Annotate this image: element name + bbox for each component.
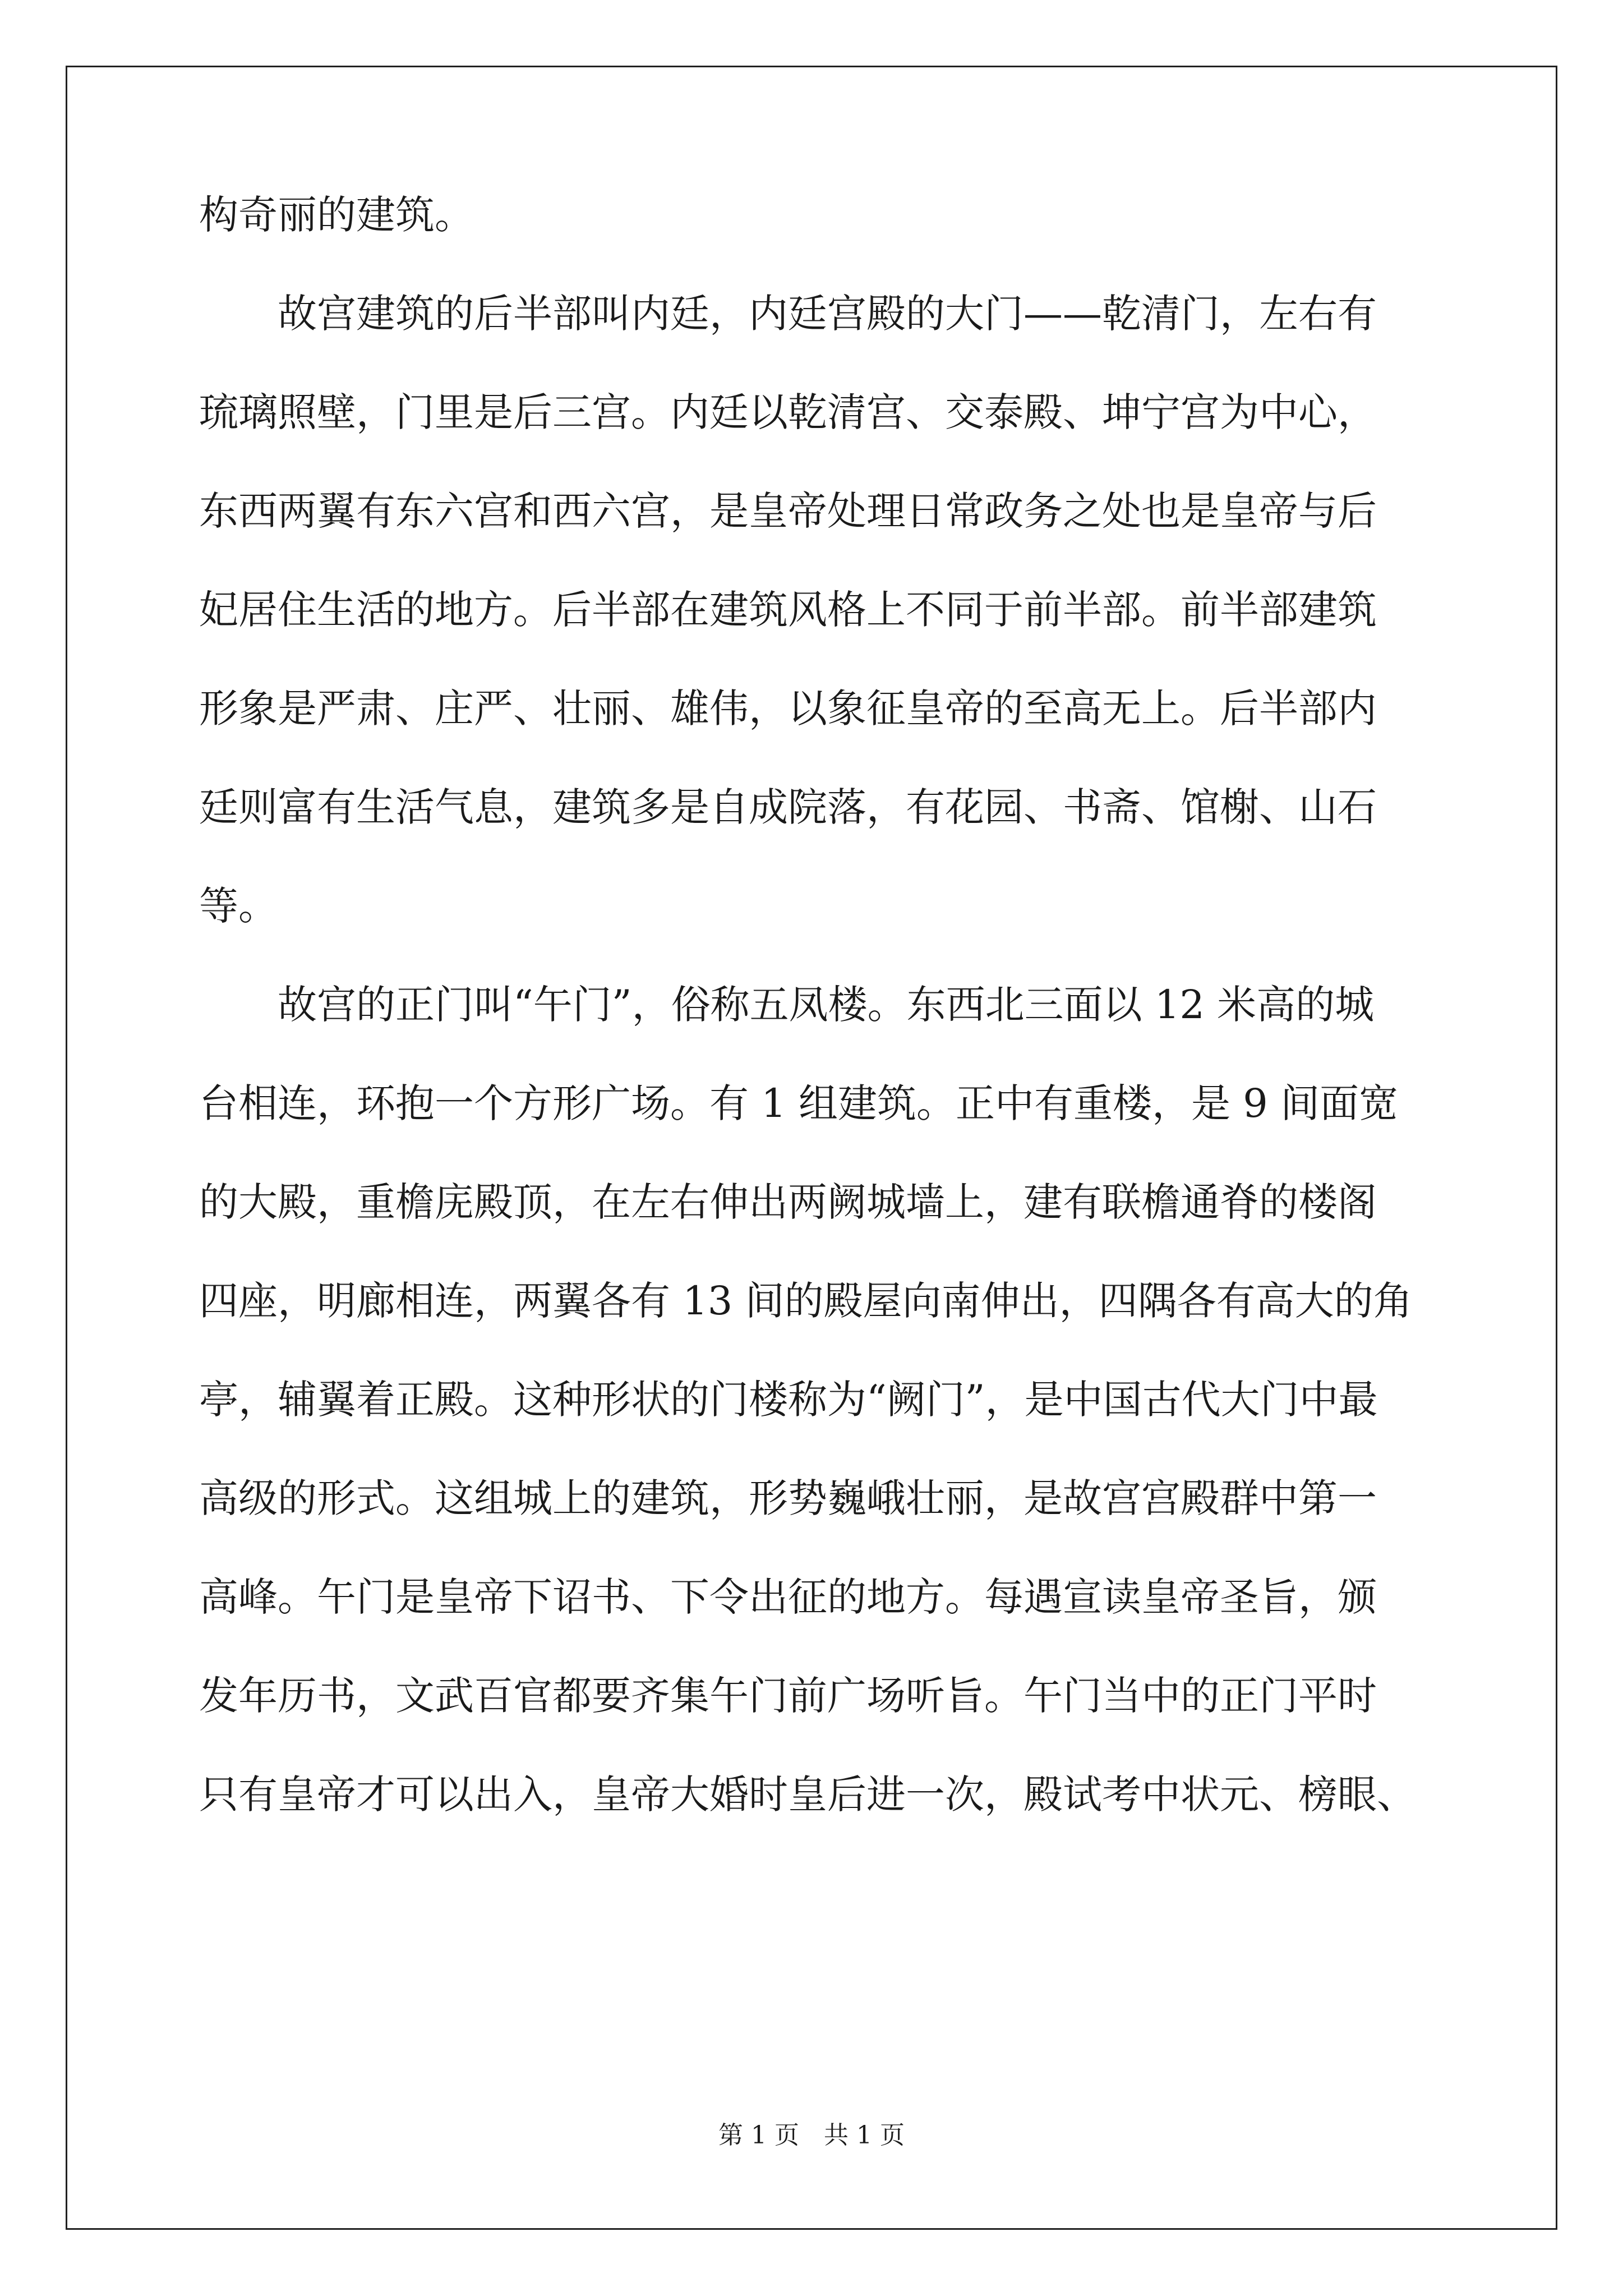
text-line: 的大殿，重檐庑殿顶，在左右伸出两阙城墙上，建有联檐通脊的楼阁 <box>199 1179 1377 1225</box>
text-line: 只有皇帝才可以出入，皇帝大婚时皇后进一次，殿试考中状元、榜眼、 <box>199 1772 1416 1818</box>
text-line: 亭，辅翼着正殿。这种形状的门楼称为“阙门”，是中国古代大门中最 <box>199 1377 1378 1423</box>
text-line: 形象是严肃、庄严、壮丽、雄伟，以象征皇帝的至高无上。后半部内 <box>199 685 1377 731</box>
text-line: 故宫的正门叫“午门”，俗称五凤楼。东西北三面以 12 米高的城 <box>278 982 1375 1028</box>
text-line: 妃居住生活的地方。后半部在建筑风格上不同于前半部。前半部建筑 <box>199 587 1377 633</box>
page-number-footer: 第 1 页 共 1 页 <box>718 2121 905 2150</box>
text-line: 廷则富有生活气息，建筑多是自成院落，有花园、书斋、馆榭、山石 <box>199 784 1377 830</box>
text-line: 琉璃照壁，门里是后三宫。内廷以乾清宫、交泰殿、坤宁宫为中心， <box>199 389 1377 435</box>
text-line: 构奇丽的建筑。 <box>199 192 474 238</box>
text-line: 故宫建筑的后半部叫内廷，内廷宫殿的大门——乾清门，左右有 <box>278 291 1377 337</box>
text-line: 高级的形式。这组城上的建筑，形势巍峨壮丽，是故宫宫殿群中第一 <box>199 1475 1377 1521</box>
text-line: 台相连，环抱一个方形广场。有 1 组建筑。正中有重楼，是 9 间面宽 <box>199 1080 1399 1126</box>
text-line: 东西两翼有东六宫和西六宫，是皇帝处理日常政务之处也是皇帝与后 <box>199 488 1377 534</box>
text-line: 发年历书，文武百官都要齐集午门前广场听旨。午门当中的正门平时 <box>199 1673 1377 1719</box>
text-line: 等。 <box>199 883 278 929</box>
text-line: 高峰。午门是皇帝下诏书、下令出征的地方。每遇宣读皇帝圣旨，颁 <box>199 1574 1377 1620</box>
text-line: 四座，明廊相连，两翼各有 13 间的殿屋向南伸出，四隅各有高大的角 <box>199 1278 1413 1324</box>
